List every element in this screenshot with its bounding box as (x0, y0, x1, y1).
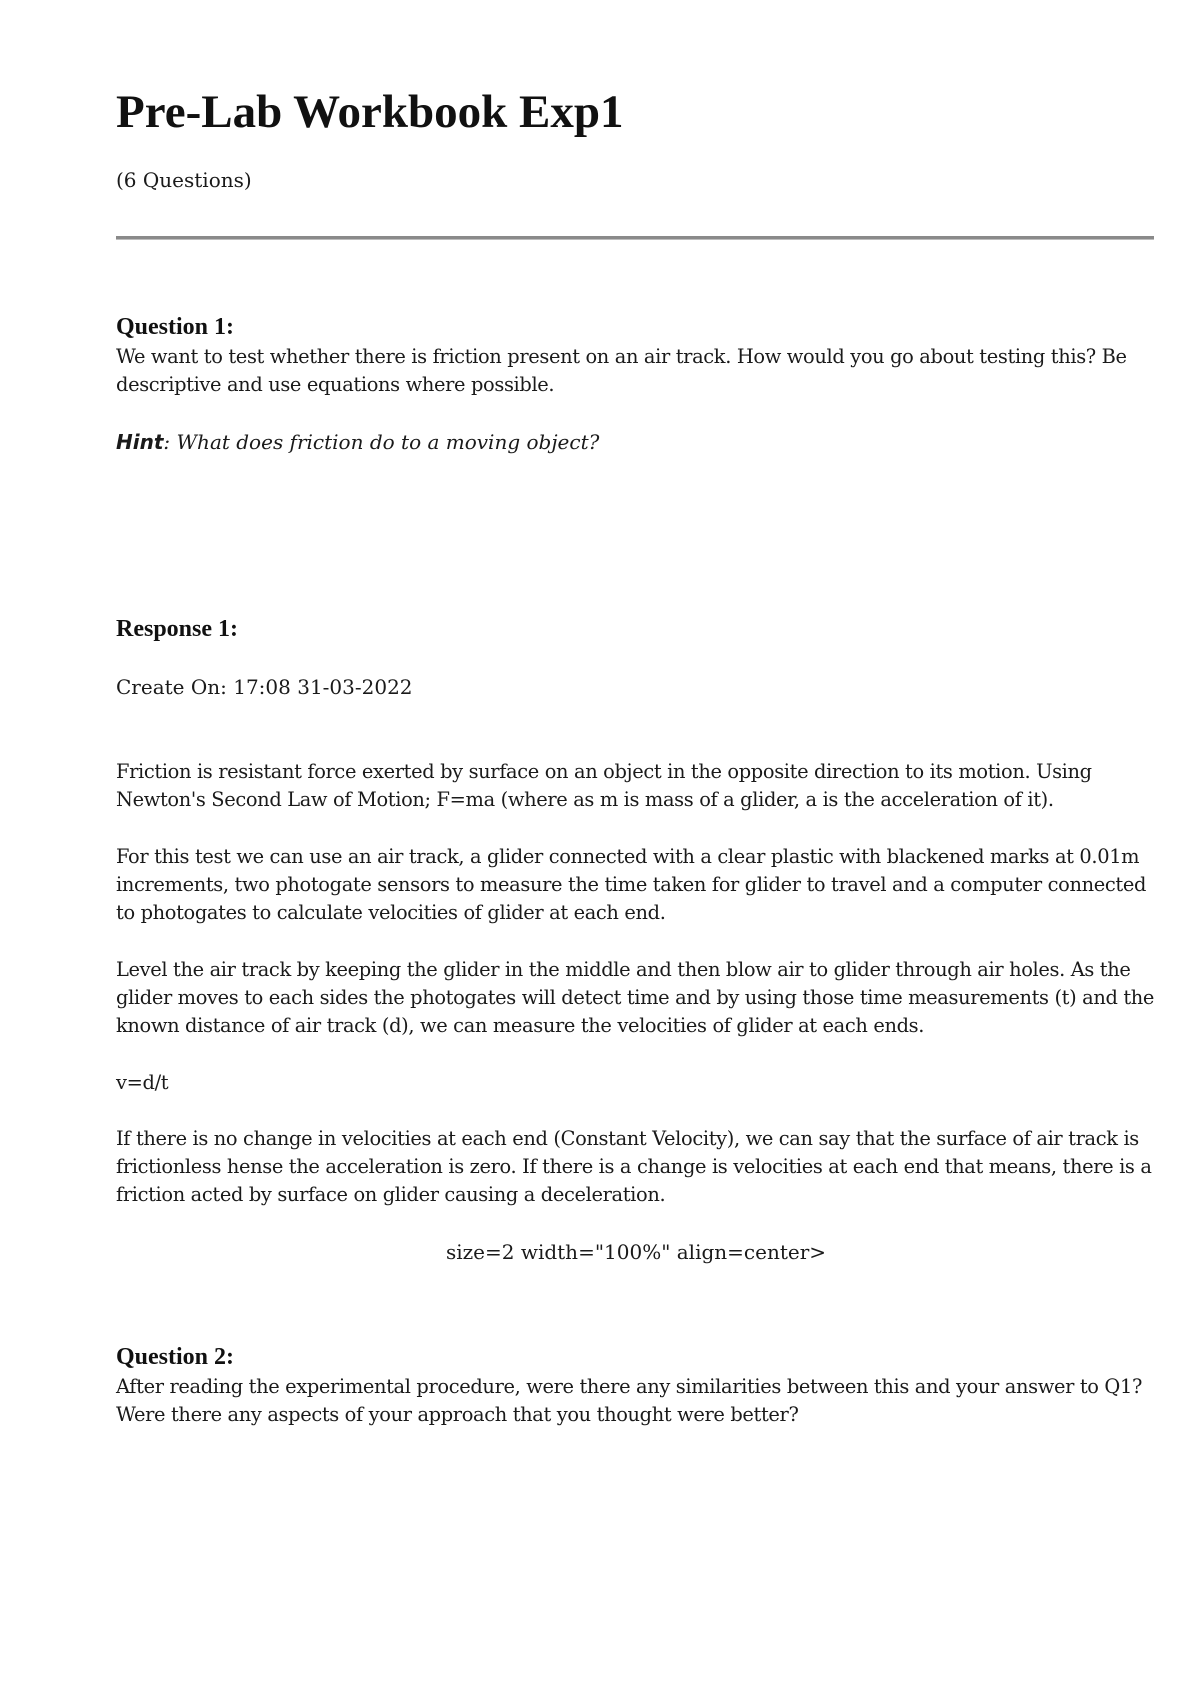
question-count: (6 Questions) (116, 168, 252, 192)
response-1-equation: v=d/t (116, 1071, 169, 1094)
question-2-heading: Question 2: (116, 1344, 235, 1370)
question-1-text: We want to test whether there is friction present on an air track. How would you go about testing this? Be descriptive and use equations where possible. (116, 345, 1127, 396)
question-2-text: After reading the experimental procedure, were there any similarities between this and your answer to Q1? Were there any aspects of your approach that you thought were better? (116, 1375, 1142, 1426)
question-1-hint (116, 428, 599, 456)
page-title: Pre-Lab Workbook Exp1 (116, 86, 624, 138)
response-1-created-date: Create On: 17:08 31-03-2022 (116, 675, 413, 699)
hint-label: Hint (116, 430, 164, 454)
stray-markup-text: size=2 width="100%" align=center> (445, 1240, 827, 1264)
response-1-paragraph-3: Level the air track by keeping the glider in the middle and then blow air to glider through air holes. As the glider moves to each sides the photogates will detect time and by using those time measurements (t) and the known distance of air track (d), we can measure the velocities of glider at each ends. (116, 958, 1155, 1037)
response-1-paragraph-1: Friction is resistant force exerted by surface on an object in the opposite direction to its motion. Using Newton's Second Law of Motion; F=ma (where as m is mass of a glider, a is the acceleration of it). (116, 760, 1092, 811)
response-1-heading: Response 1: (116, 616, 239, 642)
hint-text: : What does friction do to a moving object? (163, 430, 600, 454)
response-1-paragraph-2: For this test we can use an air track, a glider connected with a clear plastic with blackened marks at 0.01m increments, two photogate sensors to measure the time taken for glider to travel and a computer connected to photogates to calculate velocities of glider at each end. (116, 845, 1147, 924)
question-1-heading: Question 1: (116, 314, 235, 340)
title-divider (116, 236, 1154, 240)
response-1-paragraph-4: If there is no change in velocities at each end (Constant Velocity), we can say that the surface of air track is frictionless hense the acceleration is zero. If there is a change is velocities at each end that means, there is a friction acted by surface on glider causing a deceleration. (116, 1127, 1152, 1206)
